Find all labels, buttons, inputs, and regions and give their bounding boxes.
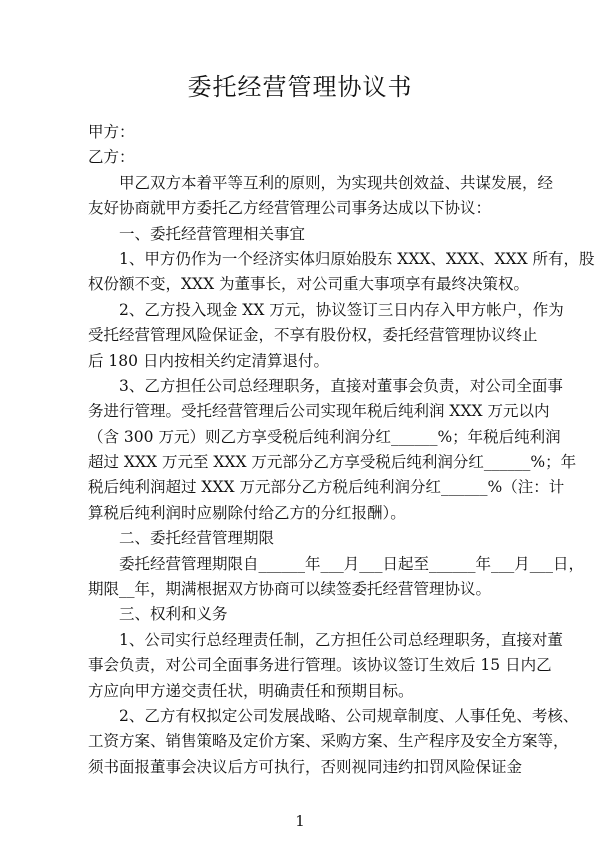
- section-heading: 一、委托经营管理相关事宜: [119, 224, 306, 243]
- body-line: 期限__年，期满根据双方协商可以续签委托经营管理协议。: [88, 580, 492, 599]
- body-line: 委托经营管理期限自______年___月___日起至______年___月___日，: [119, 554, 585, 573]
- body-line: 3、乙方担任公司总经理职务，直接对董事会负责，对公司全面事: [119, 376, 563, 395]
- body-line: 受托经营管理风险保证金，不享有股份权，委托经营管理协议终止: [88, 326, 538, 345]
- body-line: 权份额不变，XXX 为董事长，对公司重大事项享有最终决策权。: [88, 275, 530, 294]
- body-line: 友好协商就甲方委托乙方经营管理公司事务达成以下协议：: [88, 199, 492, 218]
- party-a-line: 甲方：: [88, 123, 135, 141]
- party-b-line: 乙方：: [88, 148, 135, 167]
- page-number: 1: [295, 812, 305, 830]
- body-line: 2、乙方投入现金 XX 万元，协议签订三日内存入甲方帐户，作为: [119, 300, 564, 319]
- section-heading: 三、权利和义务: [119, 605, 228, 624]
- body-line: 方应向甲方递交责任状，明确责任和预期目标。: [88, 681, 414, 700]
- document-title: 委托经营管理协议书: [187, 73, 413, 101]
- body-line: 须书面报董事会决议后方可执行，否则视同违约扣罚风险保证金: [88, 757, 523, 776]
- body-line: 1、甲方仍作为一个经济实体归原始股东 XXX、XXX、XXX 所有，股: [119, 249, 595, 268]
- body-line: 超过 XXX 万元至 XXX 万元部分乙方享受税后纯利润分红______%；年: [88, 453, 577, 472]
- body-line: 税后纯利润超过 XXX 万元部分乙方税后纯利润分红______%（注：计: [88, 478, 565, 497]
- body-line: 1、公司实行总经理责任制，乙方担任公司总经理职务，直接对董: [119, 630, 563, 649]
- body-line: 务进行管理。受托经营管理后公司实现年税后纯利润 XXX 万元以内: [88, 402, 550, 421]
- body-line: 甲乙双方本着平等互利的原则，为实现共创效益、共谋发展，经: [119, 173, 554, 192]
- section-heading: 二、委托经营管理期限: [119, 529, 275, 548]
- body-line: （含 300 万元）则乙方享受税后纯利润分红______%；年税后纯利润: [88, 427, 561, 446]
- body-line: 后 180 日内按相关约定清算退付。: [88, 351, 329, 370]
- body-line: 算税后纯利润时应剔除付给乙方的分红报酬）。: [88, 503, 406, 522]
- document-body: [88, 120, 595, 780]
- body-line: 事会负责，对公司全面事务进行管理。该协议签订生效后 15 日内乙: [88, 656, 552, 675]
- body-line: 工资方案、销售策略及定价方案、采购方案、生产程序及安全方案等，: [88, 732, 569, 751]
- body-line: 2、乙方有权拟定公司发展战略、公司规章制度、人事任免、考核、: [119, 706, 579, 725]
